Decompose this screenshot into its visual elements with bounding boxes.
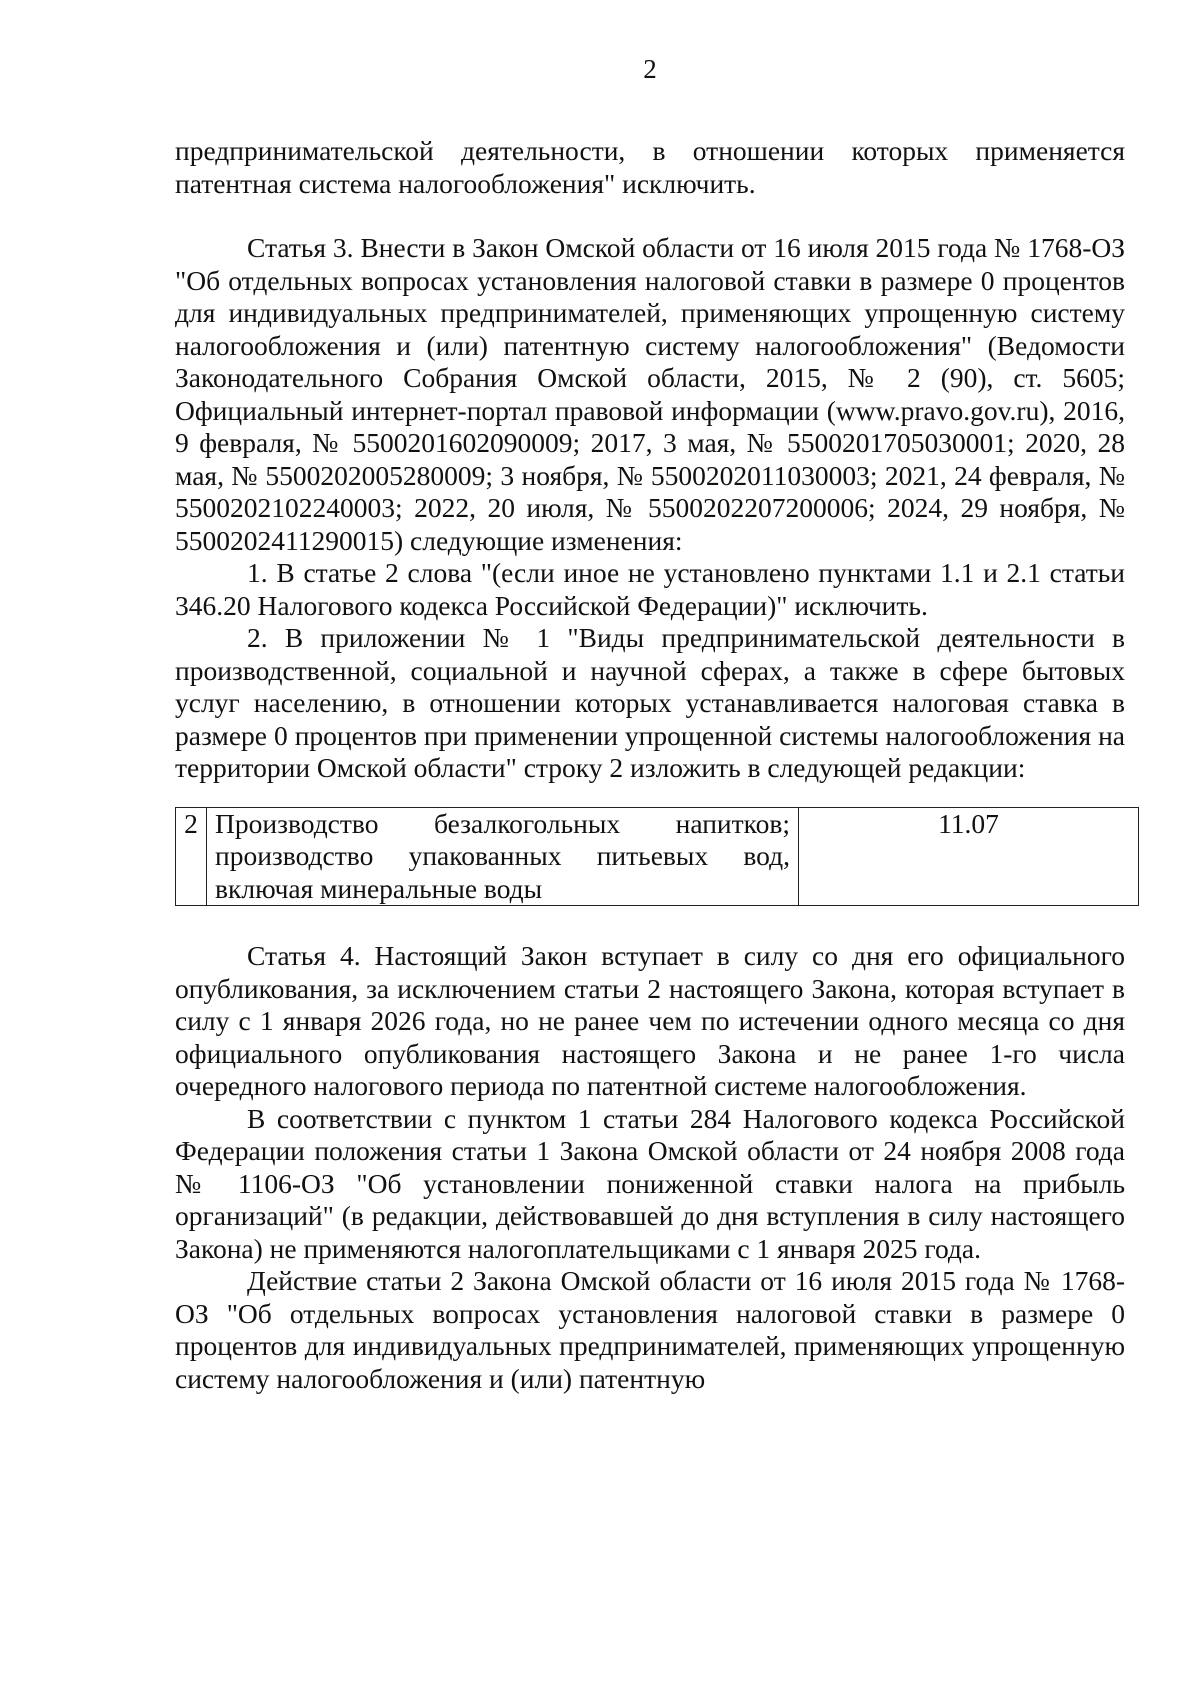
paragraph-article-4-part-2: В соответствии с пунктом 1 статьи 284 Налогового кодекса Российской Федерации положения статьи 1 Закона Омской области от 24 ноября 2008 года № 1106-ОЗ "Об установлении пониженной ставки налога на прибыль организаций" (в редакции, действовавшей до дня вступления в силу настоящего Закона) не применяются налогоплательщиками с 1 января 2025 года.: [175, 1102, 1125, 1264]
page-number: 2: [643, 54, 657, 84]
paragraph-gap: [175, 906, 1125, 940]
amended-row-table: [175, 807, 1139, 907]
row-description-cell: Производство безалкогольных напитков; производство упакованных питьевых вод, включая минеральные воды: [207, 807, 799, 906]
document-body: [175, 135, 1125, 1395]
row-code-cell: 11.07: [799, 807, 1139, 906]
paragraph-continuation: предпринимательской деятельности, в отношении которых применяется патентная система налогообложения" исключить.: [175, 135, 1125, 199]
paragraph-gap: [175, 785, 1125, 807]
row-number-cell: 2: [176, 807, 207, 906]
paragraph-item-1: 1. В статье 2 слова "(если иное не установлено пунктами 1.1 и 2.1 статьи 346.20 Налогового кодекса Российской Федерации)" исключить.: [175, 557, 1125, 621]
paragraph-article-3: Статья 3. Внести в Закон Омской области от 16 июля 2015 года № 1768-ОЗ "Об отдельных вопросах установления налоговой ставки в размере 0 процентов для индивидуальных предпринимателей, применяющих упрощенную систему налогообложения и (или) патентную систему налогообложения" (Ведомости Законодательного Собрания Омской области, 2015, № 2 (90), ст. 5605; Официальный интернет-портал правовой информации (www.pravo.gov.ru), 2016, 9 февраля, № 5500201602090009; 2017, 3 мая, № 5500201705030001; 2020, 28 мая, № 5500202005280009; 3 ноября, № 5500202011030003; 2021, 24 февраля, № 5500202102240003; 2022, 20 июля, № 5500202207200006; 2024, 29 ноября, № 5500202411290015) следующие изменения:: [175, 232, 1125, 556]
paragraph-article-4: Статья 4. Настоящий Закон вступает в силу со дня его официального опубликования, за исключением статьи 2 настоящего Закона, которая вступает в силу с 1 января 2026 года, но не ранее чем по истечении одного месяца со дня официального опубликования настоящего Закона и не ранее 1-го числа очередного налогового периода по патентной системе налогообложения.: [175, 940, 1125, 1101]
paragraph-gap: [175, 200, 1125, 232]
paragraph-article-4-part-3: Действие статьи 2 Закона Омской области от 16 июля 2015 года № 1768-ОЗ "Об отдельных вопросах установления налоговой ставки в размере 0 процентов для индивидуальных предпринимателей, применяющих упрощенную систему налогообложения и (или) патентную: [175, 1265, 1125, 1394]
paragraph-item-2: 2. В приложении № 1 "Виды предпринимательской деятельности в производственной, социальной и научной сферах, а также в сфере бытовых услуг населению, в отношении которых устанавливается налоговая ставка в размере 0 процентов при применении упрощенной системы налогообложения на территории Омской области" строку 2 изложить в следующей редакции:: [175, 622, 1125, 783]
table-row: [176, 807, 1139, 906]
